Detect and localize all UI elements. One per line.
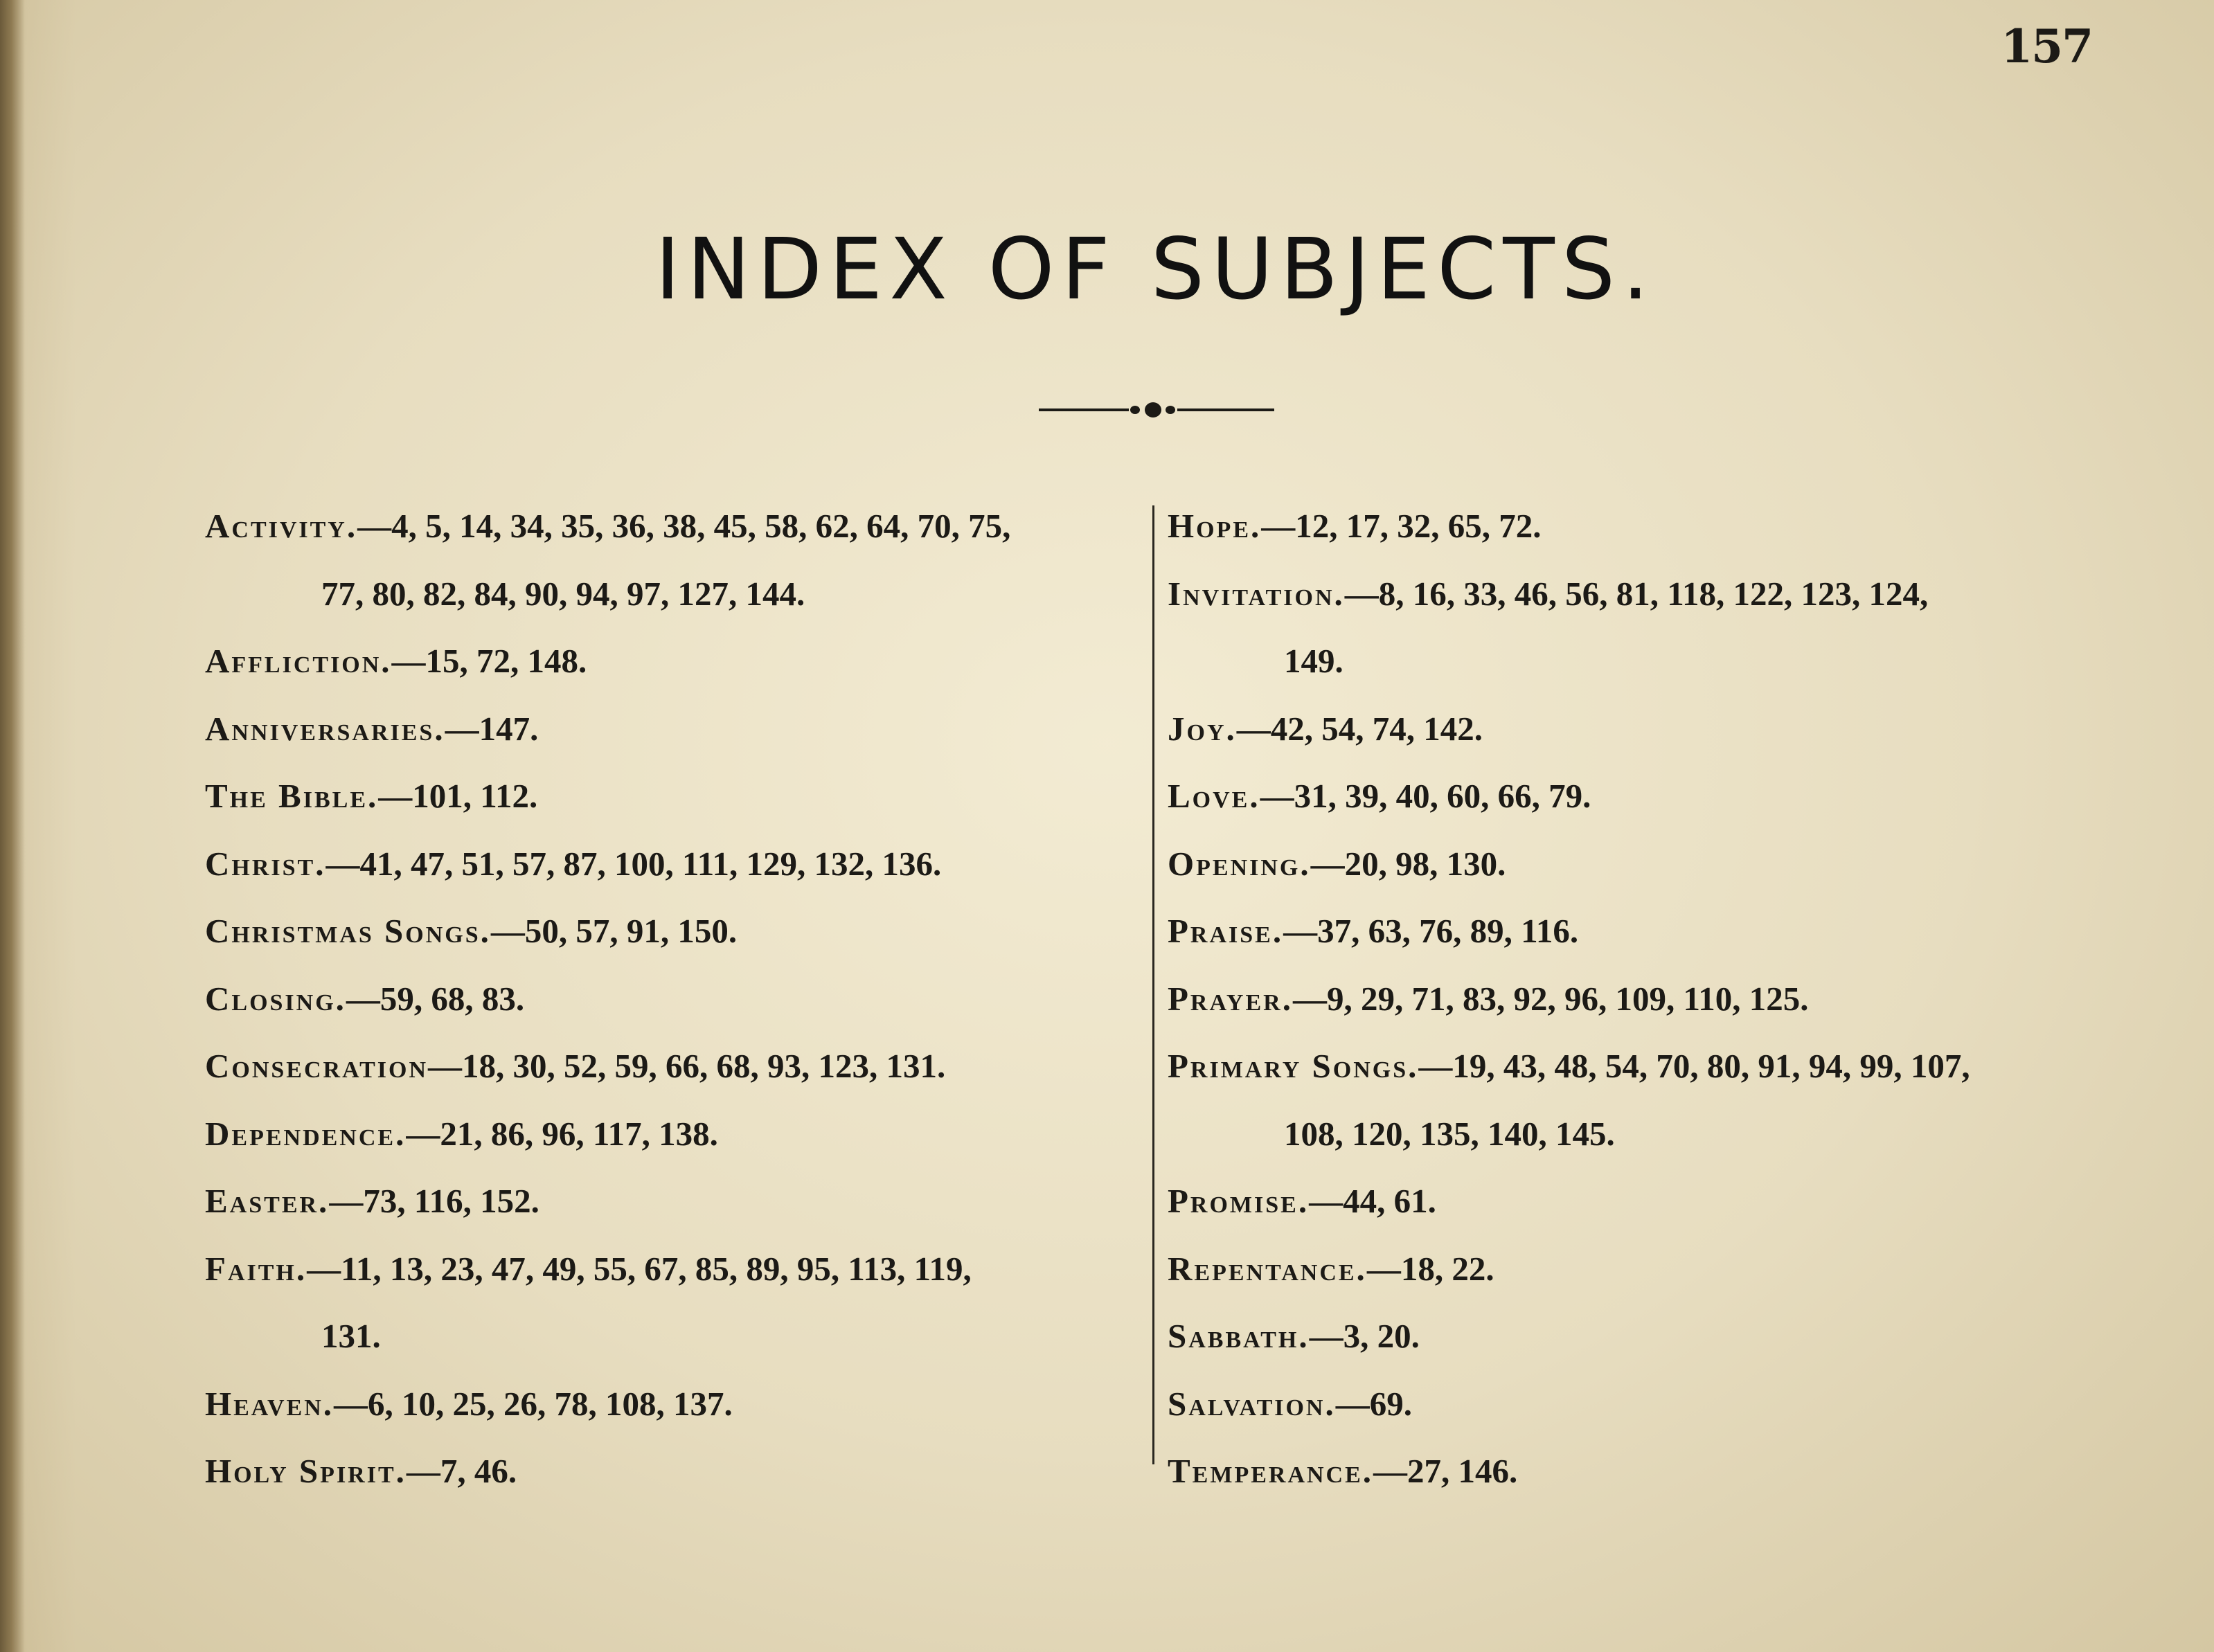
index-entry [205,505,1147,640]
entry-first-line [205,843,1147,911]
hymn-numbers: —9, 29, 71, 83, 92, 96, 109, 110, 125. [1292,979,1809,1018]
index-entry [205,775,1147,843]
column-divider [1152,505,1154,1464]
hymn-numbers: 149. [1284,642,1343,680]
subject-heading: Heaven. [205,1384,334,1423]
hymn-numbers: —41, 47, 51, 57, 87, 100, 111, 129, 132, 136. [325,844,942,883]
entry-first-line [205,640,1147,708]
index-entry [1168,1383,2109,1451]
index-entry [1168,1180,2109,1248]
subject-heading: Repentance. [1168,1249,1367,1288]
hymn-numbers: —44, 61. [1309,1182,1436,1220]
hymn-numbers: —7, 46. [406,1452,517,1490]
index-entry [205,1180,1147,1248]
hymn-numbers: —3, 20. [1309,1317,1420,1355]
subject-heading: Primary Songs. [1168,1047,1419,1085]
index-entry [1168,505,2109,573]
page-title: INDEX OF SUBJECTS. [654,220,1657,318]
index-entry [205,910,1147,978]
subject-heading: Love. [1168,777,1260,815]
index-entry [205,1248,1147,1383]
subject-heading: Hope. [1168,507,1262,545]
entry-first-line [1168,978,2109,1046]
index-entry [1168,573,2109,708]
subject-heading: Salvation. [1168,1384,1336,1423]
entry-first-line [205,910,1147,978]
hymn-numbers: —37, 63, 76, 89, 116. [1283,912,1579,950]
hymn-numbers: —27, 146. [1373,1452,1518,1490]
subject-heading: Anniversaries. [205,709,445,748]
entry-first-line [1168,1248,2109,1316]
subject-heading: Praise. [1168,912,1284,950]
entry-continuation-line [1168,1113,2109,1181]
subject-heading: Holy Spirit. [205,1452,407,1490]
hymn-numbers: —19, 43, 48, 54, 70, 80, 91, 94, 99, 107, [1418,1047,1970,1085]
entry-first-line [205,1045,1147,1113]
hymn-numbers: —15, 72, 148. [391,642,587,680]
entry-first-line [1168,775,2109,843]
entry-first-line [205,708,1147,776]
entry-first-line [1168,910,2109,978]
entry-first-line [1168,505,2109,573]
index-entry [1168,1248,2109,1316]
entry-first-line [205,1451,1147,1518]
subject-heading: Invitation. [1168,574,1345,613]
index-entry [1168,910,2109,978]
index-entry [205,1383,1147,1451]
subject-heading: Christmas Songs. [205,912,491,950]
hymn-numbers: —73, 116, 152. [329,1182,539,1220]
subject-heading: Activity. [205,507,358,545]
hymn-numbers: —50, 57, 91, 150. [490,912,738,950]
index-column-right [1168,505,2109,1518]
entry-continuation-line [205,1316,1147,1383]
entry-first-line [1168,708,2109,776]
subject-heading: Opening. [1168,844,1311,883]
entry-first-line [1168,1383,2109,1451]
subject-heading: Joy. [1168,709,1237,748]
subject-heading: Christ. [205,844,326,883]
subject-heading: Prayer. [1168,979,1293,1018]
hymn-numbers: —18, 30, 52, 59, 66, 68, 93, 123, 131. [428,1047,946,1085]
hymn-numbers: —6, 10, 25, 26, 78, 108, 137. [334,1384,733,1423]
index-entry [205,1451,1147,1518]
entry-first-line [1168,1451,2109,1518]
ornament-divider-icon [1039,396,1274,424]
entry-continuation-line [1168,640,2109,708]
hymn-numbers: —11, 13, 23, 47, 49, 55, 67, 85, 89, 95, 113, 119, [307,1249,972,1288]
index-entry [1168,978,2109,1046]
subject-heading: Closing. [205,979,346,1018]
subject-heading: Sabbath. [1168,1317,1310,1355]
hymn-numbers: —101, 112. [378,777,538,815]
hymn-numbers: 77, 80, 82, 84, 90, 94, 97, 127, 144. [321,574,805,613]
hymn-numbers: 108, 120, 135, 140, 145. [1284,1114,1615,1153]
index-entry [205,640,1147,708]
index-entry [1168,775,2109,843]
entry-first-line [205,1248,1147,1316]
index-entry [205,1113,1147,1181]
hymn-numbers: —31, 39, 40, 60, 66, 79. [1260,777,1591,815]
index-entry [1168,708,2109,776]
page-number: 157 [2001,19,2092,73]
entry-first-line [205,978,1147,1046]
ornament-dot-left [1130,406,1140,414]
entry-first-line [1168,1316,2109,1383]
subject-heading: Dependence. [205,1114,407,1153]
index-entry [205,1045,1147,1113]
index-entry [1168,843,2109,911]
entry-first-line [1168,1045,2109,1113]
entry-first-line [205,775,1147,843]
ornament-dot-center [1145,402,1161,418]
hymn-numbers: —21, 86, 96, 117, 138. [406,1114,718,1153]
index-entry [205,843,1147,911]
hymn-numbers: —4, 5, 14, 34, 35, 36, 38, 45, 58, 62, 64, 70, 75, [357,507,1011,545]
hymn-numbers: —18, 22. [1366,1249,1494,1288]
hymn-numbers: —147. [445,709,539,748]
entry-first-line [205,1113,1147,1181]
subject-heading: Faith. [205,1249,307,1288]
subject-heading: Temperance. [1168,1452,1374,1490]
hymn-numbers: —59, 68, 83. [346,979,525,1018]
index-entry [1168,1045,2109,1180]
subject-heading: The Bible. [205,777,379,815]
index-entry [1168,1451,2109,1518]
entry-first-line [1168,843,2109,911]
index-entry [205,708,1147,776]
index-entry [205,978,1147,1046]
ornament-dot-right [1166,406,1175,414]
entry-first-line [1168,573,2109,641]
hymn-numbers: 131. [321,1317,381,1355]
subject-heading: Promise. [1168,1182,1310,1220]
entry-first-line [205,505,1147,573]
hymn-numbers: —12, 17, 32, 65, 72. [1261,507,1542,545]
hymn-numbers: —8, 16, 33, 46, 56, 81, 118, 122, 123, 124, [1344,574,1929,613]
index-column-left [205,505,1147,1518]
entry-first-line [1168,1180,2109,1248]
entry-continuation-line [205,573,1147,641]
entry-first-line [205,1180,1147,1248]
hymn-numbers: —20, 98, 130. [1310,844,1506,883]
hymn-numbers: —42, 54, 74, 142. [1236,709,1483,748]
index-entry [1168,1316,2109,1383]
hymn-numbers: —69. [1335,1384,1412,1423]
entry-first-line [205,1383,1147,1451]
subject-heading: Consecration [205,1047,429,1085]
subject-heading: Affliction. [205,642,392,680]
subject-heading: Easter. [205,1182,330,1220]
